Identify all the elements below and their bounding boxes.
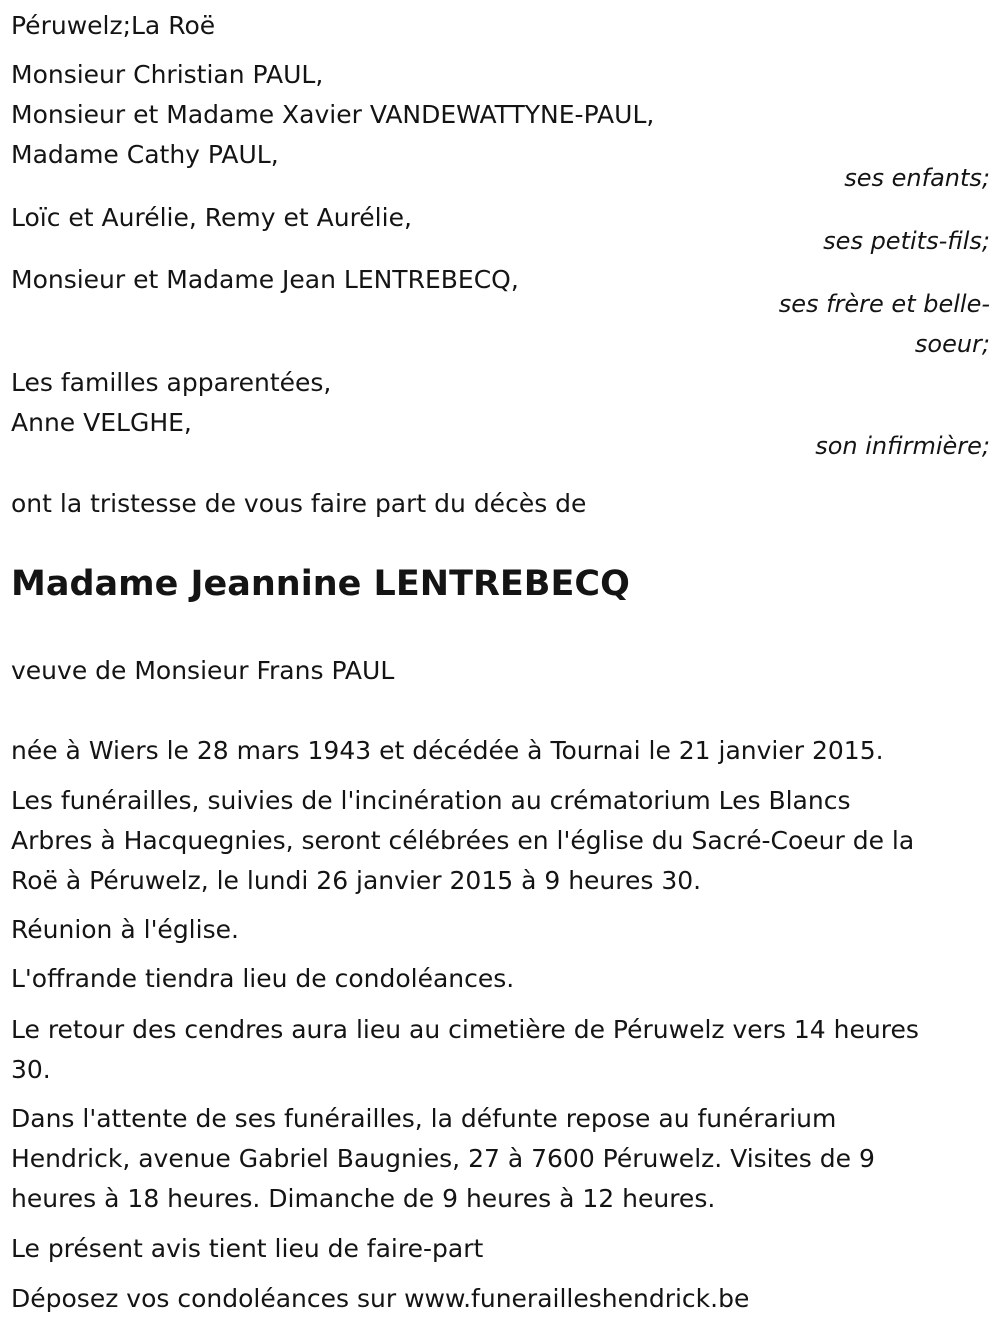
siblings-line: Monsieur et Madame Jean LENTREBECQ, — [11, 265, 519, 294]
nurse-line: Anne VELGHE, — [11, 408, 192, 437]
child-name-line: Monsieur et Madame Xavier VANDEWATTYNE-PAUL, — [11, 100, 655, 129]
relatives-line: Les familles apparentées, — [11, 368, 332, 397]
announcement-line: ont la tristesse de vous faire part du décès de — [11, 489, 587, 518]
child-name-line: Monsieur Christian PAUL, — [11, 60, 324, 89]
condolences-line: Déposez vos condoléances sur www.funerailleshendrick.be — [11, 1284, 750, 1313]
grandchildren-role: ses petits-fils; — [823, 227, 990, 255]
funeral-line: Roë à Péruwelz, le lundi 26 janvier 2015 à 9 heures 30. — [11, 866, 702, 895]
birth-death-line: née à Wiers le 28 mars 1943 et décédée à Tournai le 21 janvier 2015. — [11, 736, 884, 765]
meeting-line: Réunion à l'église. — [11, 915, 239, 944]
funerarium-line: Hendrick, avenue Gabriel Baugnies, 27 à 7600 Péruwelz. Visites de 9 — [11, 1144, 875, 1173]
nurse-role: son infirmière; — [815, 432, 990, 460]
siblings-role: ses frère et belle- — [778, 290, 990, 318]
deceased-name: Madame Jeannine LENTREBECQ — [11, 564, 630, 604]
widow-of-line: veuve de Monsieur Frans PAUL — [11, 656, 395, 685]
funerarium-line: heures à 18 heures. Dimanche de 9 heures à 12 heures. — [11, 1184, 716, 1213]
notice-line: Le présent avis tient lieu de faire-part — [11, 1234, 484, 1263]
ashes-line: 30. — [11, 1055, 51, 1084]
grandchildren-line: Loïc et Aurélie, Remy et Aurélie, — [11, 203, 412, 232]
siblings-role-continued: soeur; — [914, 330, 990, 358]
funeral-line: Arbres à Hacquegnies, seront célébrées en l'église du Sacré-Coeur de la — [11, 826, 915, 855]
offering-line: L'offrande tiendra lieu de condoléances. — [11, 964, 515, 993]
funeral-line: Les funérailles, suivies de l'incinération au crématorium Les Blancs — [11, 786, 851, 815]
children-role: ses enfants; — [844, 164, 990, 192]
ashes-line: Le retour des cendres aura lieu au cimetière de Péruwelz vers 14 heures — [11, 1015, 919, 1044]
child-name-line: Madame Cathy PAUL, — [11, 140, 279, 169]
location-line: Péruwelz;La Roë — [11, 11, 216, 40]
funerarium-line: Dans l'attente de ses funérailles, la défunte repose au funérarium — [11, 1104, 837, 1133]
